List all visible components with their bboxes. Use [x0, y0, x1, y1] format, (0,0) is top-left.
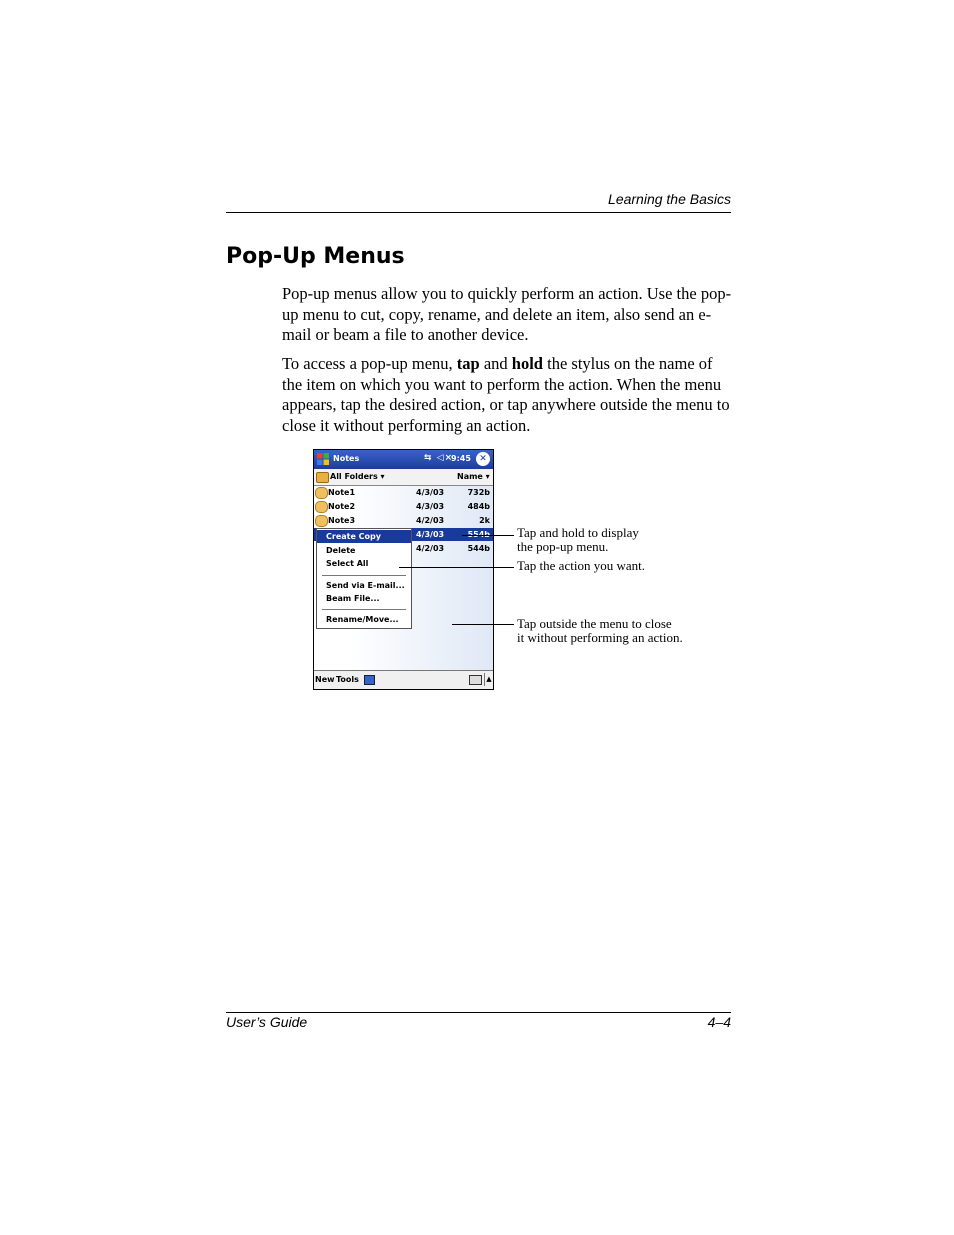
close-icon: ✕ [476, 452, 490, 466]
note-date: 4/3/03 [416, 488, 445, 497]
menu-item-label: Send via E-mail... [326, 581, 405, 590]
pda-folder-bar [314, 469, 493, 486]
menu-item-label: Rename/Move... [326, 615, 399, 624]
note-icon [315, 515, 328, 527]
pda-note-list [314, 486, 493, 670]
note-size: 732b [467, 488, 490, 497]
callout-tap-outside [517, 617, 683, 645]
menu-separator [322, 609, 406, 610]
instructions-text-3: the stylus on the name of the item on which you want to perform the action. When the menu appears, tap the desired action, or tap anywhere outside the menu to close it without performing an action. [282, 354, 730, 435]
note-date: 4/3/03 [416, 530, 445, 539]
menu-item-beam-file [317, 592, 411, 605]
windows-start-icon [316, 452, 330, 466]
running-header: Learning the Basics [608, 191, 731, 207]
pda-clock: 9:45 [451, 454, 471, 463]
note-date: 4/2/03 [416, 544, 445, 553]
instructions-text-1: To access a pop-up menu, [282, 354, 457, 373]
page-number: 4–4 [707, 1014, 731, 1030]
list-item [314, 514, 493, 527]
callout-line: it without performing an action. [517, 630, 683, 645]
callout-line: the pop-up menu. [517, 539, 609, 554]
menu-item-label: Beam File... [326, 594, 380, 603]
callout-leader-2 [399, 567, 514, 568]
sort-dropdown: Name ▾ [457, 472, 490, 481]
menu-item-rename-move [317, 613, 411, 626]
menu-item-delete [317, 544, 411, 557]
pda-command-bar [314, 670, 493, 690]
footer-guide-title: User’s Guide [226, 1014, 308, 1030]
instructions-text-2: and [479, 354, 512, 373]
note-size: 544b [467, 544, 490, 553]
note-name: Note1 [328, 488, 356, 497]
tap-emphasis: tap [456, 354, 480, 373]
list-item [314, 500, 493, 513]
list-item [314, 486, 493, 499]
note-size: 484b [467, 502, 490, 511]
note-icon [315, 487, 328, 499]
note-name: Note2 [328, 502, 356, 511]
app-switch-icon [364, 675, 375, 685]
intro-paragraph: Pop-up menus allow you to quickly perform an action. Use the pop-up menu to cut, copy, rename, and delete an item, also send an e-mail or beam a file to another device. [282, 284, 732, 344]
menu-item-send-email [317, 579, 411, 592]
pop-up-menu [316, 528, 412, 629]
callout-tap-hold [517, 526, 639, 554]
note-name: Note3 [328, 516, 356, 525]
callout-line: Tap and hold to display [517, 525, 639, 540]
note-size: 2k [479, 516, 490, 525]
new-menu: New [315, 675, 335, 684]
menu-item-create-copy [317, 530, 411, 543]
callout-leader-1 [462, 535, 514, 536]
menu-item-label: Delete [326, 546, 356, 555]
hold-emphasis: hold [511, 354, 543, 373]
page-title: Pop-Up Menus [226, 244, 405, 269]
connectivity-volume-icon: ⇆ ◁× [424, 453, 454, 463]
header-rule [226, 212, 731, 213]
pda-screenshot [313, 449, 494, 690]
input-arrow-icon: ▲ [484, 673, 493, 686]
pda-title-bar [314, 450, 493, 469]
menu-item-select-all [317, 557, 411, 570]
folder-dropdown: All Folders ▾ [330, 472, 385, 481]
callout-tap-action: Tap the action you want. [517, 558, 645, 573]
callout-line: Tap outside the menu to close [517, 616, 672, 631]
note-date: 4/3/03 [416, 502, 445, 511]
note-icon [315, 501, 328, 513]
note-date: 4/2/03 [416, 516, 445, 525]
tools-menu: Tools [336, 675, 359, 684]
menu-separator [322, 575, 406, 576]
footer-rule [226, 1012, 731, 1013]
pda-app-title: Notes [333, 454, 360, 463]
instructions-paragraph [282, 354, 734, 436]
menu-item-label: Create Copy [326, 532, 381, 541]
folder-icon [316, 472, 329, 483]
keyboard-icon [469, 675, 482, 685]
callout-leader-3 [452, 624, 514, 625]
menu-item-label: Select All [326, 559, 369, 568]
